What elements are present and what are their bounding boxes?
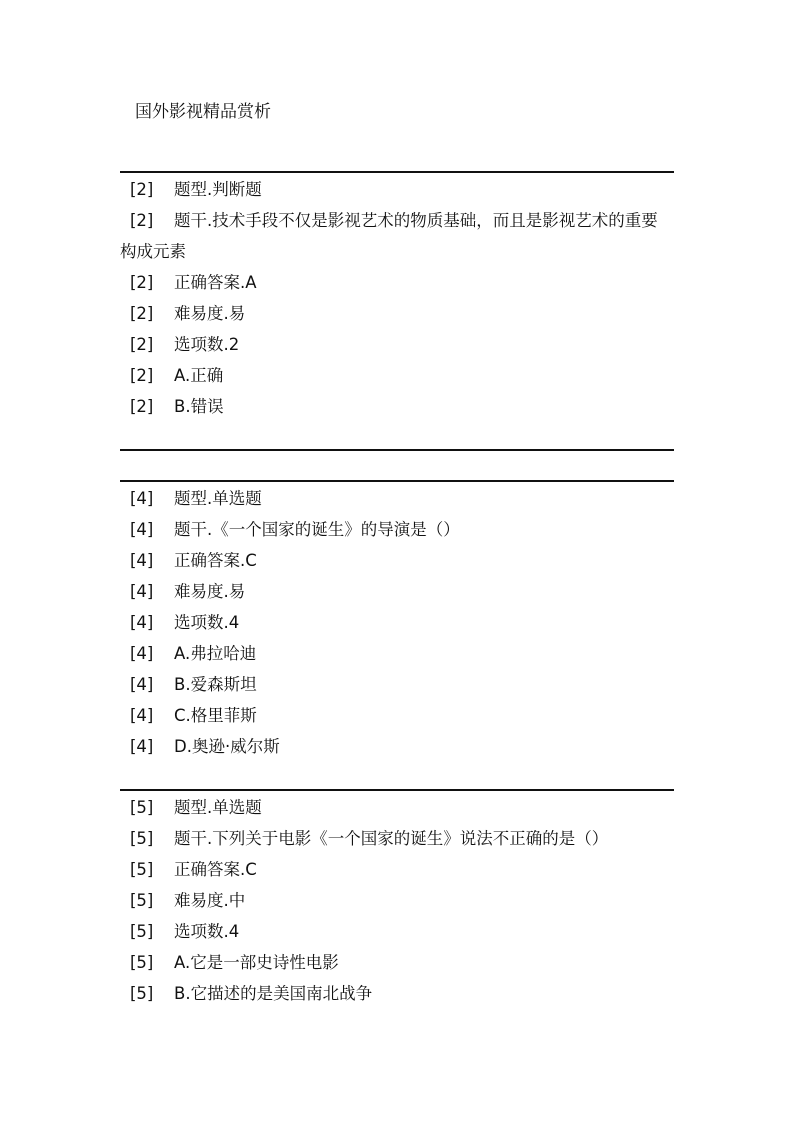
option-a: A.正确 (174, 366, 224, 385)
question-stem: 题干.下列关于电影《一个国家的诞生》说法不正确的是（） (174, 829, 609, 848)
difficulty: 难易度.易 (174, 582, 246, 601)
question-type: 题型.单选题 (174, 798, 262, 817)
question-number: [5] (130, 922, 154, 941)
answer-line (120, 545, 674, 576)
question-number: [2] (130, 335, 154, 354)
option-count: 选项数.4 (174, 613, 240, 632)
question-number: [4] (130, 551, 154, 570)
option-count-line (120, 916, 674, 947)
question-number: [4] (130, 706, 154, 725)
divider (120, 171, 674, 173)
question-stem-line (120, 514, 674, 545)
option-count-line (120, 607, 674, 638)
difficulty-line (120, 298, 674, 329)
option-line (120, 700, 674, 731)
question-number: [5] (130, 829, 154, 848)
option-b: B.它描述的是美国南北战争 (174, 984, 373, 1003)
difficulty: 难易度.易 (174, 304, 246, 323)
option-line (120, 638, 674, 669)
difficulty-line (120, 576, 674, 607)
question-number: [4] (130, 582, 154, 601)
question-number: [5] (130, 984, 154, 1003)
correct-answer: 正确答案.A (174, 273, 257, 292)
difficulty: 难易度.中 (174, 891, 246, 910)
divider (120, 789, 674, 791)
question-number: [2] (130, 273, 154, 292)
question-stem-line (120, 823, 674, 854)
question-number: [2] (130, 180, 154, 199)
option-line (120, 391, 674, 422)
correct-answer: 正确答案.C (174, 551, 257, 570)
option-b: B.爱森斯坦 (174, 675, 257, 694)
option-line (120, 947, 674, 978)
question-stem-line (120, 205, 674, 267)
option-line (120, 978, 674, 1009)
question-type-line (120, 792, 674, 823)
question-type: 题型.判断题 (174, 180, 262, 199)
option-d: D.奥逊·威尔斯 (174, 737, 280, 756)
question-type-line (120, 483, 674, 514)
question-stem: 题干.技术手段不仅是影视艺术的物质基础，而且是影视艺术的重要构成元素 (120, 211, 658, 261)
answer-line (120, 854, 674, 885)
question-number: [4] (130, 520, 154, 539)
question-number: [5] (130, 860, 154, 879)
question-type: 题型.单选题 (174, 489, 262, 508)
correct-answer: 正确答案.C (174, 860, 257, 879)
option-b: B.错误 (174, 397, 224, 416)
question-number: [4] (130, 675, 154, 694)
question-number: [2] (130, 211, 154, 230)
question-stem: 题干.《一个国家的诞生》的导演是（） (174, 520, 460, 539)
question-number: [5] (130, 891, 154, 910)
question-type-line (120, 174, 674, 205)
option-c: C.格里菲斯 (174, 706, 257, 725)
document-title: 国外影视精品赏析 (135, 102, 271, 122)
question-block (120, 174, 674, 422)
question-number: [4] (130, 644, 154, 663)
question-number: [4] (130, 737, 154, 756)
question-number: [2] (130, 397, 154, 416)
question-number: [5] (130, 953, 154, 972)
question-number: [2] (130, 304, 154, 323)
option-count: 选项数.4 (174, 922, 240, 941)
difficulty-line (120, 885, 674, 916)
divider (120, 449, 674, 451)
option-line (120, 731, 674, 762)
question-number: [4] (130, 613, 154, 632)
option-count: 选项数.2 (174, 335, 240, 354)
option-line (120, 669, 674, 700)
option-a: A.它是一部史诗性电影 (174, 953, 339, 972)
question-number: [5] (130, 798, 154, 817)
question-block (120, 483, 674, 762)
option-a: A.弗拉哈迪 (174, 644, 257, 663)
option-count-line (120, 329, 674, 360)
question-number: [2] (130, 366, 154, 385)
option-line (120, 360, 674, 391)
answer-line (120, 267, 674, 298)
question-number: [4] (130, 489, 154, 508)
question-block (120, 792, 674, 1009)
divider (120, 480, 674, 482)
